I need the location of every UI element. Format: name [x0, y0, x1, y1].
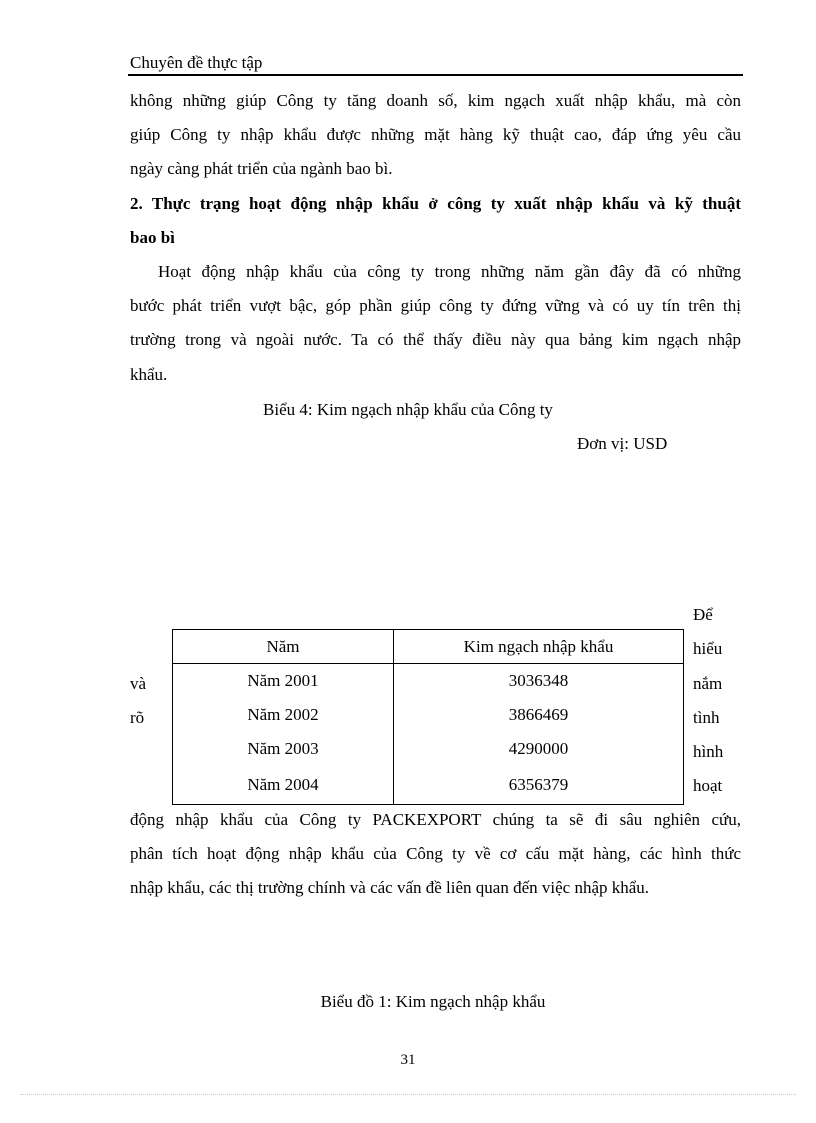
import-turnover-table: [172, 629, 684, 805]
header-rule: [128, 74, 743, 76]
table-row: [173, 698, 684, 732]
table-row: [173, 732, 684, 766]
paragraph-2-line: Hoạt động nhập khẩu của công ty trong những năm gần đây đã có những: [158, 262, 741, 281]
table-header-year: Năm: [173, 630, 394, 664]
paragraph-3-line: nhập khẩu, các thị trường chính và các vấn đề liên quan đến việc nhập khẩu.: [130, 878, 650, 897]
paragraph-3-line: động nhập khẩu của Công ty PACKEXPORT chúng ta sẽ đi sâu nghiên cứu,: [130, 810, 741, 829]
table-header-row: [173, 630, 684, 664]
paragraph-2-line: trường trong và ngoài nước. Ta có thể thấy điều này qua bảng kim ngạch nhập: [130, 330, 741, 349]
section-heading-line: 2. Thực trạng hoạt động nhập khẩu ở công ty xuất nhập khẩu và kỹ thuật: [130, 194, 741, 213]
table-caption: Biểu 4: Kim ngạch nhập khẩu của Công ty: [263, 400, 553, 419]
paragraph-1-line: giúp Công ty nhập khẩu được những mặt hàng kỹ thuật cao, đáp ứng yêu cầu: [130, 125, 741, 144]
table-cell-year: Năm 2002: [173, 698, 394, 732]
table-cell-year: Năm 2001: [173, 664, 394, 699]
paragraph-1-line: không những giúp Công ty tăng doanh số, kim ngạch xuất nhập khẩu, mà còn: [130, 91, 741, 110]
side-word-right: hoạt: [693, 776, 723, 795]
chart-caption: Biểu đồ 1: Kim ngạch nhập khẩu: [320, 992, 546, 1011]
side-word-left: rõ: [130, 708, 145, 727]
table-header-turnover: Kim ngạch nhập khẩu: [394, 630, 684, 664]
paragraph-1-line: ngày càng phát triển của ngành bao bì.: [130, 159, 393, 178]
section-heading-line: bao bì: [130, 228, 175, 247]
page-number: 31: [400, 1052, 416, 1068]
paragraph-2-line: khẩu.: [130, 365, 168, 384]
table-row: [173, 766, 684, 805]
side-word-left: và: [130, 674, 147, 693]
table-cell-year: Năm 2004: [173, 766, 394, 805]
table-row: [173, 664, 684, 699]
side-word-right: hình: [693, 742, 724, 761]
table-unit: Đơn vị: USD: [577, 434, 668, 453]
side-word-right: Để: [693, 605, 713, 624]
paragraph-2-line: bước phát triển vượt bậc, góp phần giúp công ty đứng vững và có uy tín trên thị: [130, 296, 741, 315]
table-cell-turnover: 3036348: [394, 664, 684, 699]
table-cell-year: Năm 2003: [173, 732, 394, 766]
table-cell-turnover: 3866469: [394, 698, 684, 732]
side-word-right: hiểu: [693, 639, 723, 658]
side-word-right: tình: [693, 708, 720, 727]
footer-divider: [20, 1094, 796, 1095]
page-header-title: Chuyên đề thực tập: [130, 53, 263, 72]
table-cell-turnover: 4290000: [394, 732, 684, 766]
paragraph-3-line: phân tích hoạt động nhập khẩu của Công ty về cơ cấu mặt hàng, các hình thức: [130, 844, 741, 863]
side-word-right: nắm: [693, 674, 723, 693]
table-cell-turnover: 6356379: [394, 766, 684, 805]
